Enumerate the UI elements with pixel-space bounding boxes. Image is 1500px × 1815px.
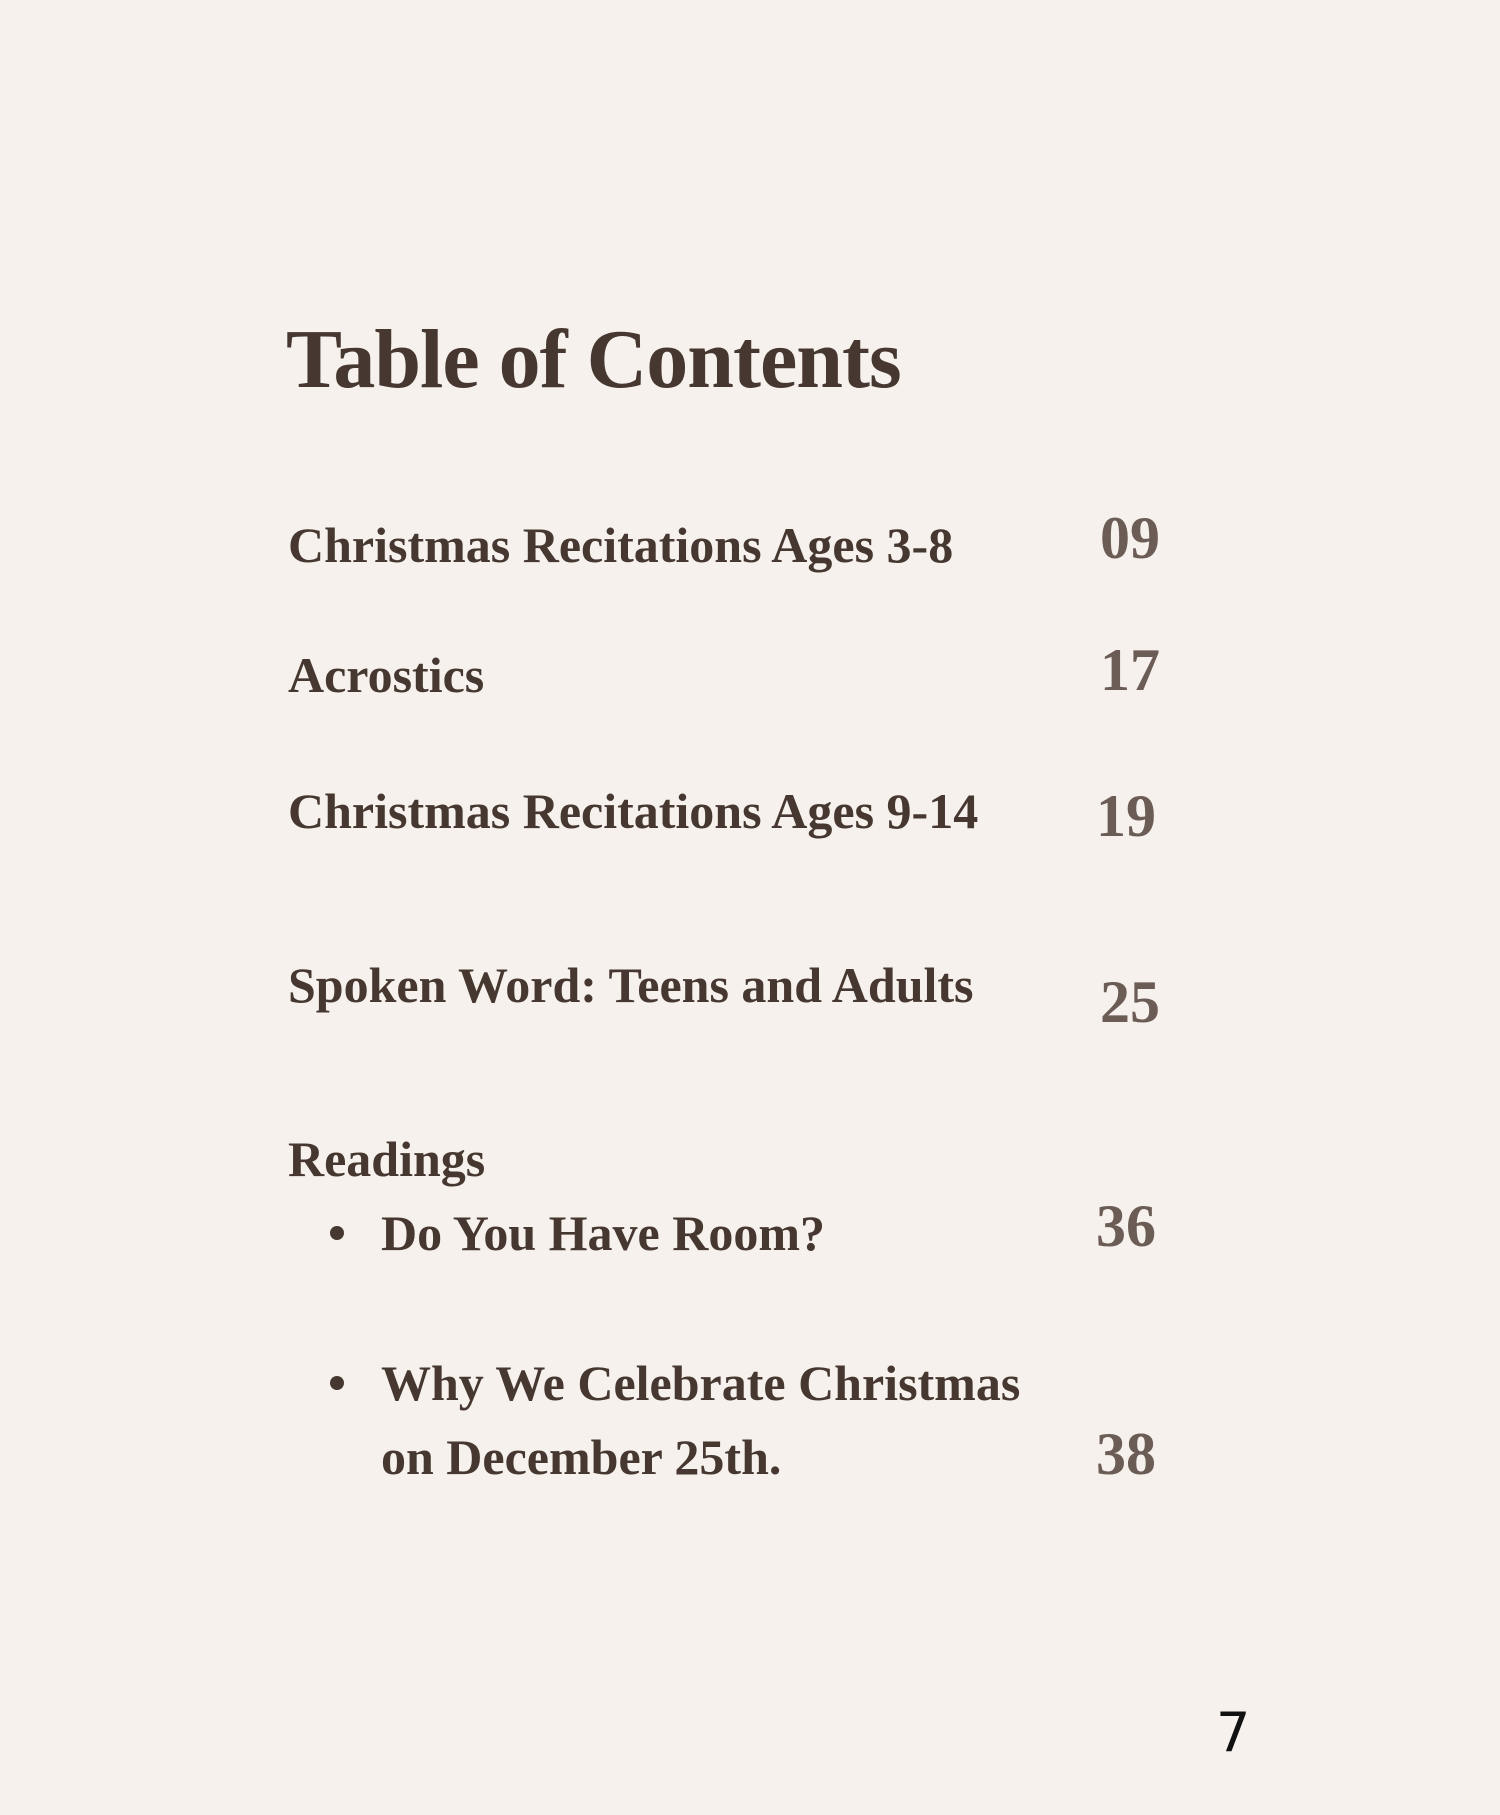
toc-entry-page: 19 [1096, 783, 1156, 849]
toc-entry-page: 25 [1100, 969, 1160, 1035]
toc-subentry-label-line1: Why We Celebrate Christmas [381, 1355, 1021, 1411]
toc-entry-label: Readings [288, 1131, 486, 1187]
toc-entry-label: Christmas Recitations Ages 3-8 [288, 517, 954, 573]
toc-subentry-label: Do You Have Room? [381, 1205, 825, 1261]
toc-entry-label: Spoken Word: Teens and Adults [288, 957, 974, 1013]
toc-entry-label: Christmas Recitations Ages 9-14 [288, 783, 979, 839]
bullet-icon [330, 1226, 344, 1240]
page-number: 7 [1216, 1701, 1251, 1764]
toc-subentry-label-line2: on December 25th. [381, 1429, 782, 1485]
toc-subentry-page: 38 [1096, 1421, 1156, 1487]
toc-entry-label: Acrostics [288, 647, 485, 703]
page-title: Table of Contents [286, 313, 901, 406]
bullet-icon [330, 1376, 344, 1390]
toc-entry-page: 09 [1100, 505, 1160, 571]
toc-entry-page: 17 [1100, 637, 1160, 703]
toc-subentry-page: 36 [1096, 1193, 1156, 1259]
